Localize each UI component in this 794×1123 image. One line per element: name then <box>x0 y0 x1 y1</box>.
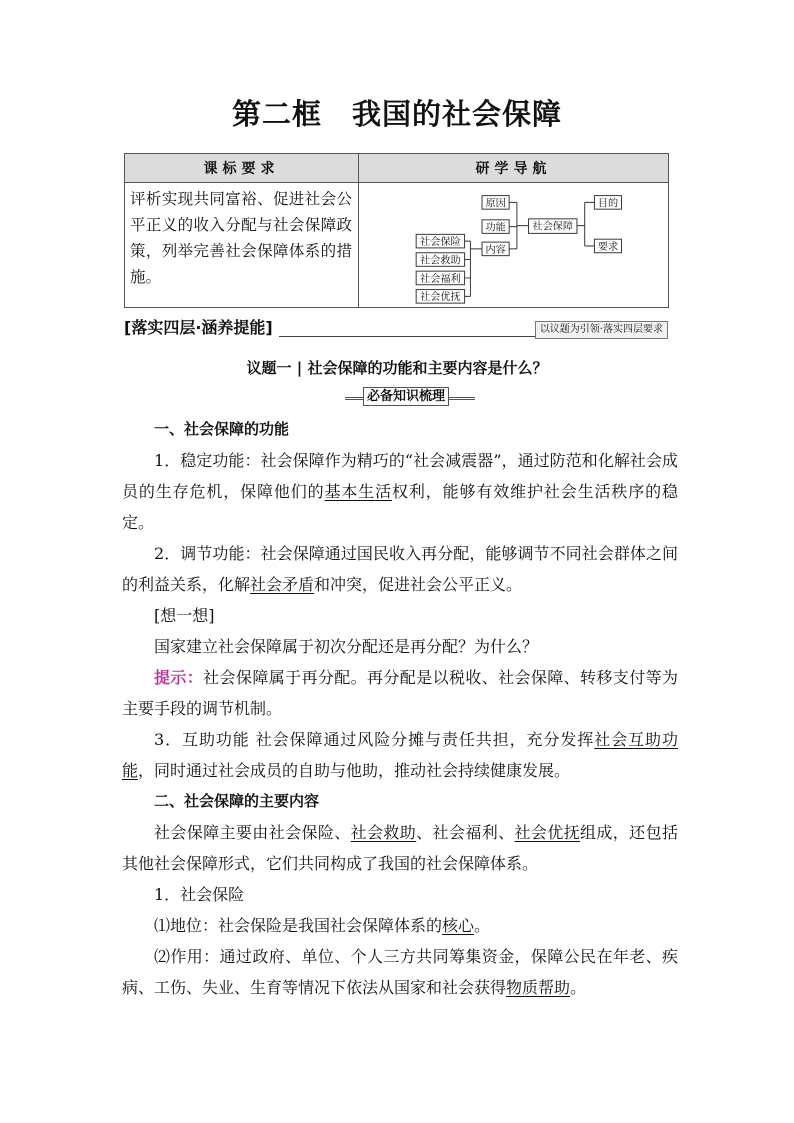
mind-map-left-item: 社会优抚 <box>420 292 461 304</box>
mind-map-left-item: 社会保险 <box>420 237 461 248</box>
text: 和冲突，促进社会公平正义。 <box>314 575 523 594</box>
intro-table <box>124 153 669 308</box>
standard-text: 评析实现共同富裕、促进社会公平正义的收入分配与社会保障政策，列举完善社会保障体系的措施。 <box>130 190 352 286</box>
key-term: 社会优抚 <box>514 823 581 842</box>
key-term: 基本生活 <box>324 482 392 501</box>
text: 。 <box>570 978 587 997</box>
text: 1．稳定功能：社会保障作为精巧的“社会减震器”，通过防范和化解社会成员的生存危机，保障他们的 <box>122 451 678 501</box>
mind-map-right-item: 目的 <box>597 198 619 210</box>
content-body <box>122 414 678 1003</box>
knowledge-banner <box>345 387 475 407</box>
hint-label: 提示： <box>154 668 204 687</box>
question: 国家建立社会保障属于初次分配还是再分配？为什么？ <box>154 637 539 656</box>
page-title: 第二框 我国的社会保障 <box>231 97 562 131</box>
key-term: 社会互助功能 <box>122 730 678 780</box>
key-term: 社会救助 <box>350 823 417 842</box>
banner-label: 必备知识梳理 <box>363 387 449 406</box>
text: ⑴地位：社会保险是我国社会保障体系的 <box>154 916 443 935</box>
mind-map-right-item: 要求 <box>597 241 619 253</box>
mind-map-connector <box>577 202 594 246</box>
text: 3．互助功能 社会保障通过风险分摊与责任共担，充分发挥 <box>154 730 595 749</box>
subheading: 1．社会保险 <box>154 885 245 904</box>
hint-paragraph <box>122 662 678 724</box>
section-tag: 以议题为引领·落实四层要求 <box>535 321 668 339</box>
paragraph-role <box>122 941 678 1003</box>
text: 2．调节功能：社会保障通过国民收入再分配，能够调节不同社会群体之间的利益关系，化解 <box>122 544 678 594</box>
paragraph-mutual-aid <box>122 724 678 786</box>
text: ，同时通过社会成员的自助与他助，推动社会持续健康发展。 <box>138 761 571 780</box>
standard-header: 课标要求 <box>125 154 359 183</box>
text: 社会保障主要由社会保险、 <box>154 823 351 842</box>
think-label: [想一想] <box>154 606 215 625</box>
paragraph-status <box>122 910 678 941</box>
standard-cell <box>125 183 359 308</box>
hint-text: 社会保障属于再分配。再分配是以税收、社会保障、转移支付等为主要手段的调节机制。 <box>122 668 678 718</box>
text: ⑵作用：通过政府、单位、个人三方共同筹集资金，保障公民在年老、疾病、工伤、失业、生育等情况下依法从国家和社会获得 <box>122 947 678 997</box>
mind-map-center: 社会保障 <box>532 221 574 233</box>
mind-map-left-item: 社会救助 <box>420 255 461 267</box>
key-term: 核心 <box>442 916 475 935</box>
topic-heading: 议题一 | 社会保障的功能和主要内容是什么？ <box>246 359 548 377</box>
text: 权利，能够有效维护社会生活秩序的稳定。 <box>122 482 678 532</box>
section-label: [落实四层·涵养提能] <box>124 316 279 340</box>
key-term: 社会矛盾 <box>250 575 315 594</box>
mind-map-middle-item: 原因 <box>485 198 506 210</box>
mind-map-middle-item: 内容 <box>485 244 506 256</box>
section-heading: 二、社会保障的主要内容 <box>154 792 320 810</box>
key-term: 物质帮助 <box>506 978 571 997</box>
mind-map-middle-item: 功能 <box>485 222 506 234</box>
mind-map <box>359 183 669 307</box>
text: 、社会福利、 <box>416 823 515 842</box>
mind-map-connector <box>465 241 482 296</box>
paragraph-stability <box>122 445 678 538</box>
mind-map-connector <box>509 202 528 249</box>
navigation-header: 研学导航 <box>359 154 669 183</box>
text: 组成，还包括其他社会保障形式，它们共同构成了我国的社会保障体系。 <box>122 823 678 873</box>
section-heading: 一、社会保障的功能 <box>154 420 290 438</box>
section-bar <box>124 316 668 342</box>
paragraph-composition <box>122 817 678 879</box>
navigation-cell <box>359 183 669 308</box>
mind-map-left-item: 社会福利 <box>420 273 461 285</box>
text: 。 <box>474 916 491 935</box>
paragraph-regulation <box>122 538 678 600</box>
